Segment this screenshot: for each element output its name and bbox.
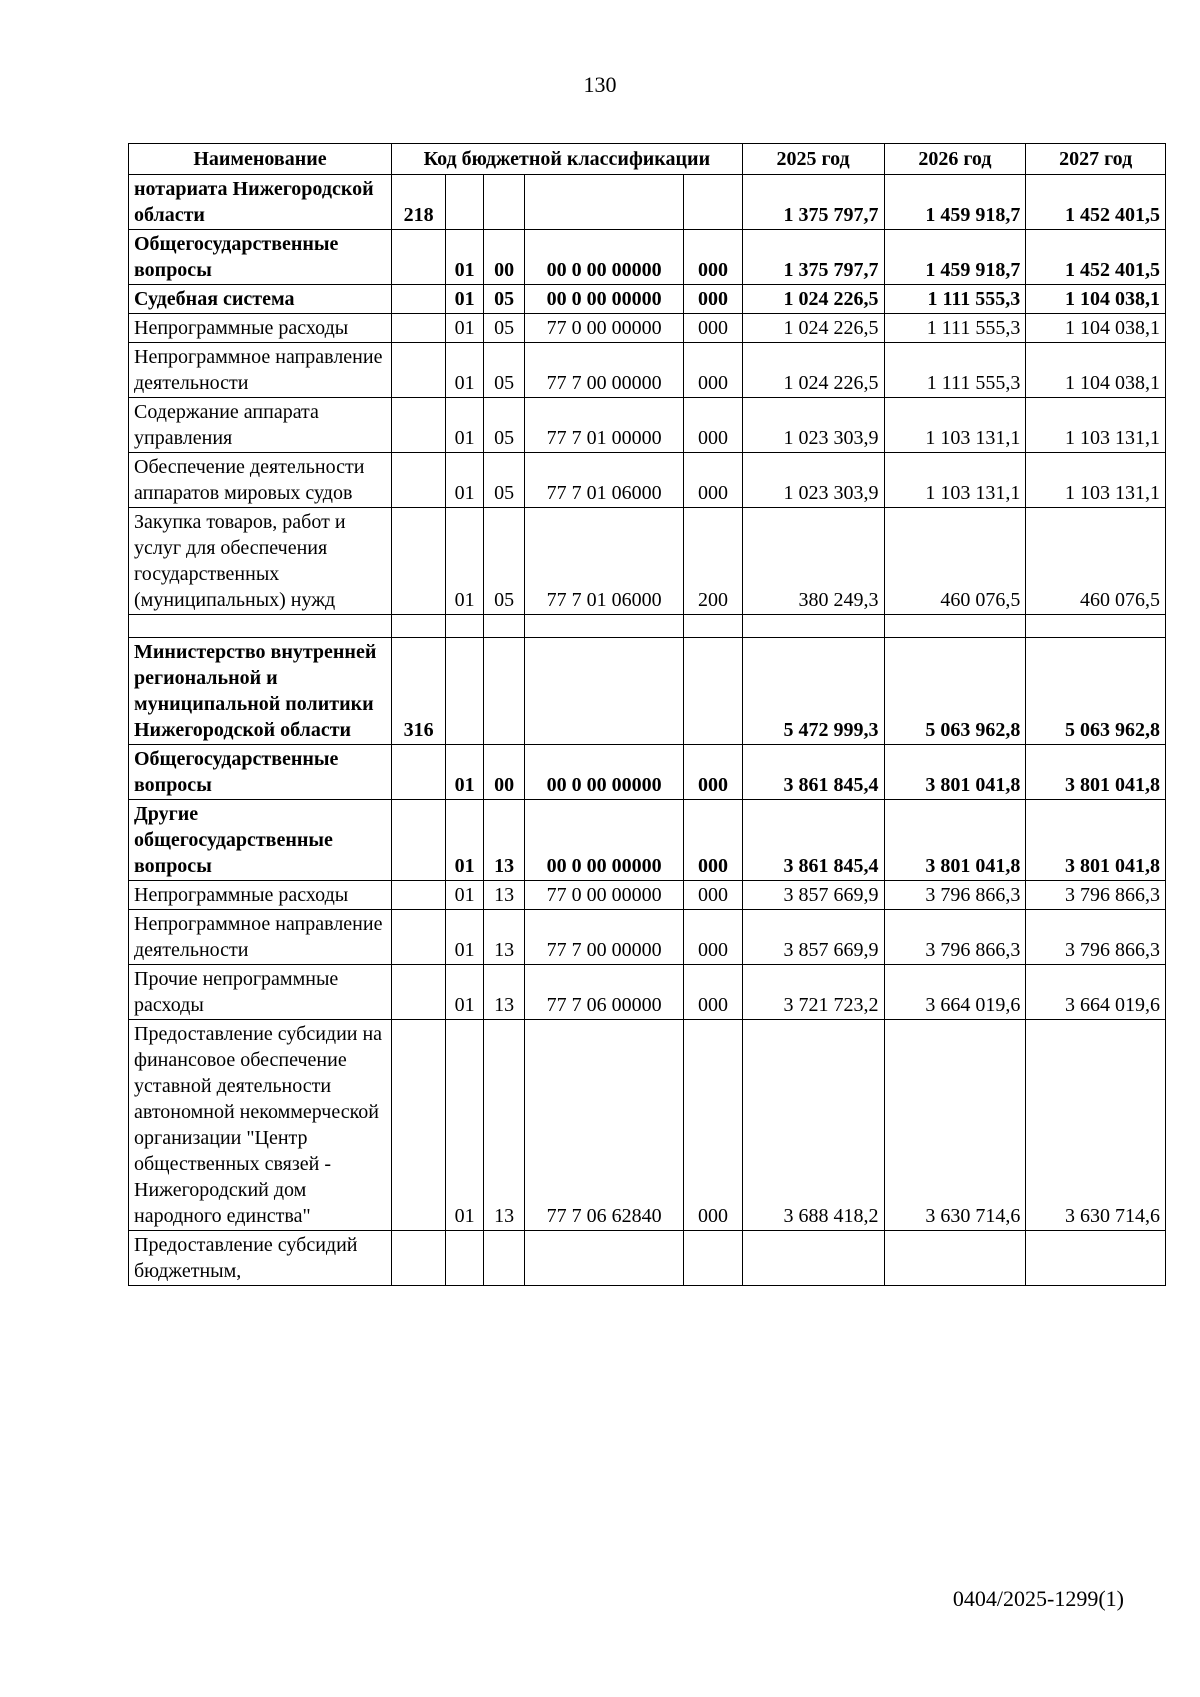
expense-kind-code: 000 (684, 1020, 742, 1231)
section-code: 01 (446, 343, 484, 398)
value-2026: 1 103 131,1 (884, 453, 1026, 508)
row-name: Общегосударственные вопросы (129, 230, 392, 285)
value-2027: 1 103 131,1 (1026, 453, 1166, 508)
header-code: Код бюджетной классификации (392, 144, 743, 175)
subsection-code: 00 (484, 230, 525, 285)
admin-code (392, 965, 446, 1020)
value-2025 (742, 615, 884, 638)
target-article-code: 77 7 01 06000 (525, 453, 684, 508)
value-2027: 1 452 401,5 (1026, 230, 1166, 285)
target-article-code: 00 0 00 00000 (525, 745, 684, 800)
expense-kind-code (684, 615, 742, 638)
value-2026: 1 103 131,1 (884, 398, 1026, 453)
row-name: Предоставление субсидии на финансовое обеспечение уставной деятельности автономной некоммерческой организации "Центр общественных связей - Нижегородский дом народного единства" (129, 1020, 392, 1231)
expense-kind-code: 000 (684, 910, 742, 965)
admin-code (392, 745, 446, 800)
admin-code (392, 615, 446, 638)
subsection-code (484, 638, 525, 745)
value-2025: 3 861 845,4 (742, 800, 884, 881)
value-2026: 1 459 918,7 (884, 175, 1026, 230)
row-name: Закупка товаров, работ и услуг для обеспечения государственных (муниципальных) нужд (129, 508, 392, 615)
table-body (129, 175, 1166, 1286)
admin-code (392, 1231, 446, 1286)
value-2025: 3 857 669,9 (742, 910, 884, 965)
subsection-code: 05 (484, 285, 525, 314)
value-2025: 3 857 669,9 (742, 881, 884, 910)
row-name: Непрограммные расходы (129, 314, 392, 343)
target-article-code (525, 638, 684, 745)
table-row (129, 398, 1166, 453)
table-row (129, 343, 1166, 398)
target-article-code: 77 7 01 00000 (525, 398, 684, 453)
row-name: Другие общегосударственные вопросы (129, 800, 392, 881)
section-code: 01 (446, 965, 484, 1020)
document-code: 0404/2025-1299(1) (952, 1586, 1124, 1611)
admin-code (392, 398, 446, 453)
value-2025: 1 024 226,5 (742, 314, 884, 343)
admin-code (392, 508, 446, 615)
admin-code (392, 453, 446, 508)
table-header-row (129, 144, 1166, 175)
target-article-code (525, 615, 684, 638)
header-2027: 2027 год (1026, 144, 1166, 175)
expense-kind-code: 000 (684, 965, 742, 1020)
subsection-code: 05 (484, 314, 525, 343)
target-article-code: 77 7 06 00000 (525, 965, 684, 1020)
row-name: Предоставление субсидий бюджетным, (129, 1231, 392, 1286)
expense-kind-code: 000 (684, 285, 742, 314)
value-2025 (742, 1231, 884, 1286)
subsection-code: 00 (484, 745, 525, 800)
header-2025: 2025 год (742, 144, 884, 175)
value-2026: 3 801 041,8 (884, 800, 1026, 881)
value-2027: 3 630 714,6 (1026, 1020, 1166, 1231)
row-name: Непрограммные расходы (129, 881, 392, 910)
value-2026: 3 796 866,3 (884, 881, 1026, 910)
section-code: 01 (446, 285, 484, 314)
page-number: 130 (583, 72, 617, 97)
value-2025: 1 024 226,5 (742, 285, 884, 314)
value-2027: 1 104 038,1 (1026, 314, 1166, 343)
row-name: Непрограммное направление деятельности (129, 343, 392, 398)
value-2027 (1026, 1231, 1166, 1286)
budget-table (128, 143, 1166, 1286)
expense-kind-code: 000 (684, 881, 742, 910)
table-row (129, 745, 1166, 800)
section-code: 01 (446, 314, 484, 343)
value-2027: 1 452 401,5 (1026, 175, 1166, 230)
section-code: 01 (446, 881, 484, 910)
subsection-code (484, 615, 525, 638)
value-2027: 3 796 866,3 (1026, 881, 1166, 910)
admin-code (392, 800, 446, 881)
value-2025: 1 375 797,7 (742, 230, 884, 285)
value-2025: 1 024 226,5 (742, 343, 884, 398)
value-2027: 3 801 041,8 (1026, 745, 1166, 800)
value-2027: 1 104 038,1 (1026, 285, 1166, 314)
row-name: Непрограммное направление деятельности (129, 910, 392, 965)
table-row (129, 615, 1166, 638)
table-row (129, 965, 1166, 1020)
table-row (129, 453, 1166, 508)
target-article-code: 77 7 01 06000 (525, 508, 684, 615)
admin-code: 218 (392, 175, 446, 230)
section-code (446, 615, 484, 638)
admin-code (392, 881, 446, 910)
value-2027: 460 076,5 (1026, 508, 1166, 615)
table-row (129, 1231, 1166, 1286)
table-row (129, 910, 1166, 965)
expense-kind-code: 000 (684, 314, 742, 343)
expense-kind-code: 000 (684, 453, 742, 508)
expense-kind-code (684, 638, 742, 745)
value-2026: 3 664 019,6 (884, 965, 1026, 1020)
section-code: 01 (446, 230, 484, 285)
table-row (129, 800, 1166, 881)
section-code: 01 (446, 800, 484, 881)
table-row (129, 314, 1166, 343)
target-article-code: 77 7 06 62840 (525, 1020, 684, 1231)
subsection-code: 13 (484, 965, 525, 1020)
expense-kind-code: 000 (684, 343, 742, 398)
admin-code: 316 (392, 638, 446, 745)
subsection-code: 13 (484, 910, 525, 965)
table-row (129, 175, 1166, 230)
table-row (129, 285, 1166, 314)
value-2026: 3 801 041,8 (884, 745, 1026, 800)
row-name: нотариата Нижегородской области (129, 175, 392, 230)
value-2026: 5 063 962,8 (884, 638, 1026, 745)
target-article-code: 77 0 00 00000 (525, 314, 684, 343)
value-2025: 3 861 845,4 (742, 745, 884, 800)
header-name: Наименование (129, 144, 392, 175)
admin-code (392, 285, 446, 314)
subsection-code (484, 175, 525, 230)
table-row (129, 508, 1166, 615)
section-code (446, 175, 484, 230)
admin-code (392, 910, 446, 965)
table-row (129, 230, 1166, 285)
table-row (129, 1020, 1166, 1231)
row-name: Общегосударственные вопросы (129, 745, 392, 800)
expense-kind-code (684, 1231, 742, 1286)
value-2027: 3 664 019,6 (1026, 965, 1166, 1020)
section-code: 01 (446, 398, 484, 453)
subsection-code: 05 (484, 398, 525, 453)
value-2027: 1 104 038,1 (1026, 343, 1166, 398)
admin-code (392, 1020, 446, 1231)
row-name: Министерство внутренней региональной и муниципальной политики Нижегородской области (129, 638, 392, 745)
value-2025: 1 023 303,9 (742, 398, 884, 453)
value-2027 (1026, 615, 1166, 638)
value-2026: 3 796 866,3 (884, 910, 1026, 965)
value-2025: 1 375 797,7 (742, 175, 884, 230)
value-2026: 1 111 555,3 (884, 343, 1026, 398)
header-2026: 2026 год (884, 144, 1026, 175)
section-code: 01 (446, 910, 484, 965)
value-2027: 3 796 866,3 (1026, 910, 1166, 965)
target-article-code: 00 0 00 00000 (525, 800, 684, 881)
target-article-code: 77 0 00 00000 (525, 881, 684, 910)
value-2026: 1 111 555,3 (884, 314, 1026, 343)
value-2026: 1 459 918,7 (884, 230, 1026, 285)
table-row (129, 638, 1166, 745)
expense-kind-code (684, 175, 742, 230)
row-name: Судебная система (129, 285, 392, 314)
target-article-code: 77 7 00 00000 (525, 343, 684, 398)
target-article-code: 77 7 00 00000 (525, 910, 684, 965)
expense-kind-code: 000 (684, 398, 742, 453)
subsection-code: 05 (484, 508, 525, 615)
table-row (129, 881, 1166, 910)
expense-kind-code: 200 (684, 508, 742, 615)
subsection-code: 13 (484, 881, 525, 910)
section-code (446, 638, 484, 745)
subsection-code (484, 1231, 525, 1286)
row-name: Содержание аппарата управления (129, 398, 392, 453)
subsection-code: 13 (484, 1020, 525, 1231)
value-2025: 3 688 418,2 (742, 1020, 884, 1231)
subsection-code: 13 (484, 800, 525, 881)
row-name: Обеспечение деятельности аппаратов мировых судов (129, 453, 392, 508)
expense-kind-code: 000 (684, 800, 742, 881)
value-2025: 5 472 999,3 (742, 638, 884, 745)
value-2025: 3 721 723,2 (742, 965, 884, 1020)
admin-code (392, 314, 446, 343)
section-code: 01 (446, 1020, 484, 1231)
value-2027: 1 103 131,1 (1026, 398, 1166, 453)
value-2026 (884, 615, 1026, 638)
target-article-code: 00 0 00 00000 (525, 230, 684, 285)
subsection-code: 05 (484, 453, 525, 508)
expense-kind-code: 000 (684, 230, 742, 285)
value-2026: 1 111 555,3 (884, 285, 1026, 314)
target-article-code (525, 1231, 684, 1286)
section-code (446, 1231, 484, 1286)
value-2025: 1 023 303,9 (742, 453, 884, 508)
row-name (129, 615, 392, 638)
admin-code (392, 230, 446, 285)
value-2027: 3 801 041,8 (1026, 800, 1166, 881)
section-code: 01 (446, 453, 484, 508)
value-2025: 380 249,3 (742, 508, 884, 615)
subsection-code: 05 (484, 343, 525, 398)
target-article-code (525, 175, 684, 230)
section-code: 01 (446, 508, 484, 615)
value-2027: 5 063 962,8 (1026, 638, 1166, 745)
value-2026 (884, 1231, 1026, 1286)
section-code: 01 (446, 745, 484, 800)
value-2026: 460 076,5 (884, 508, 1026, 615)
expense-kind-code: 000 (684, 745, 742, 800)
row-name: Прочие непрограммные расходы (129, 965, 392, 1020)
target-article-code: 00 0 00 00000 (525, 285, 684, 314)
admin-code (392, 343, 446, 398)
value-2026: 3 630 714,6 (884, 1020, 1026, 1231)
